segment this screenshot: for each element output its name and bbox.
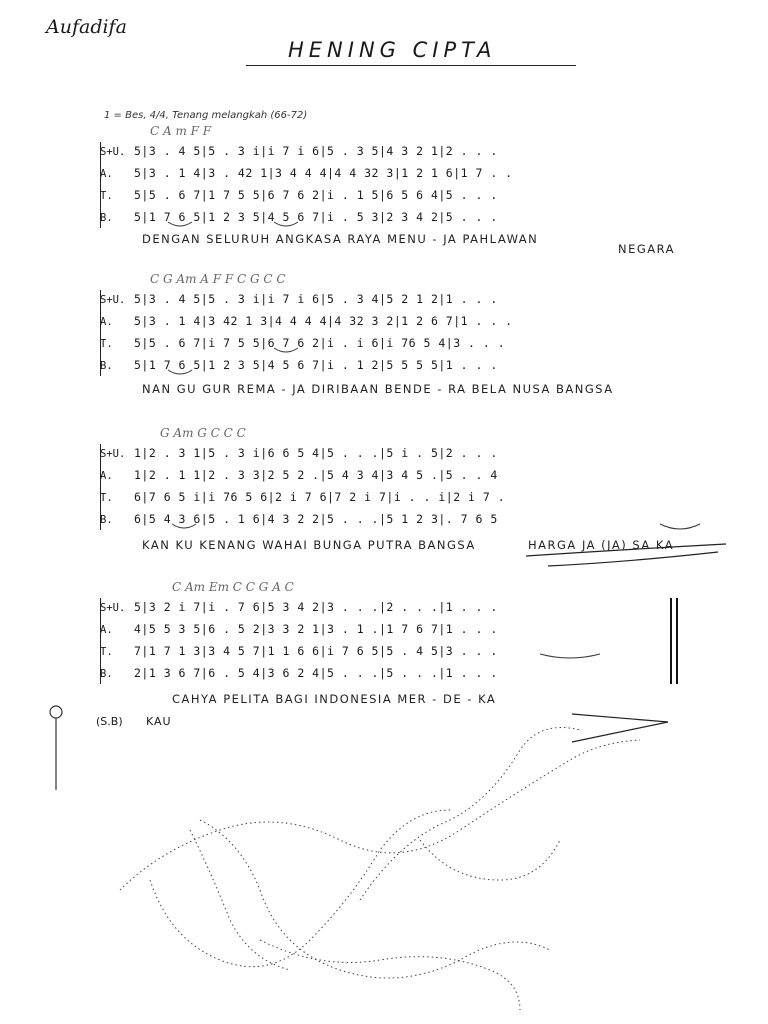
voice-label: S+U. [100,146,126,158]
notation: 7|1 7 1 3|3 4 5 7|1 1 6 6|i 7 6 5|5 . 4 5|3 . . . [134,644,498,658]
slur-mark [540,654,600,658]
voice-label: A. [100,470,113,482]
author-signature: Aufadifa [46,16,127,38]
chord-symbols: C G Am A F F C G C C [150,272,286,286]
circle-mark [50,706,62,718]
voice-label: B. [100,212,113,224]
notation: 5|5 . 6 7|1 7 5 5|6 7 6 2|i . 1 5|6 5 6 4|5 . . . [134,188,498,202]
doodle-stroke [360,728,580,901]
slur-mark [660,524,700,529]
voice-label: T. [100,492,113,504]
voice-label: B. [100,514,113,526]
slur-mark [168,370,192,374]
notation: 2|1 3 6 7|6 . 5 4|3 6 2 4|5 . . .|5 . . .|1 . . . [134,666,498,680]
voice-label: A. [100,316,113,328]
lyric-line: KAN KU KENANG WAHAI BUNGA PUTRA BANGSA [142,538,476,552]
slur-mark [274,222,298,226]
doodle-stroke [420,840,560,880]
chord-symbols: C Am Em C C G A C [172,580,294,594]
slur-mark [274,348,298,352]
notation: 5|3 2 i 7|i . 7 6|5 3 4 2|3 . . .|2 . . .|1 . . . [134,600,498,614]
notation: 5|3 . 1 4|3 42 1 3|4 4 4 4|4 32 3 2|1 2 6 7|1 . . . [134,314,513,328]
lyric-continuation: NEGARA [618,242,676,256]
lyric-underline [548,552,718,566]
song-title: HENING CIPTA [288,38,497,62]
voice-label: T. [100,646,113,658]
lyric-line: CAHYA PELITA BAGI INDONESIA MER - DE - KA [172,692,497,706]
notation: 5|3 . 4 5|5 . 3 i|i 7 i 6|5 . 3 4|5 2 1 2|1 . . . [134,292,498,306]
slur-mark [172,524,196,528]
notation: 6|7 6 5 i|i 76 5 6|2 i 7 6|7 2 i 7|i . . i|2 i 7 . [134,490,506,504]
doodle-stroke [200,820,550,978]
voice-label: A. [100,168,113,180]
voice-label: S+U. [100,602,126,614]
slur-mark [168,222,192,226]
voice-label: B. [100,360,113,372]
notation: 1|2 . 3 1|5 . 3 i|6 6 5 4|5 . . .|5 i . 5|2 . . . [134,446,498,460]
chord-symbols: G Am G C C C [160,426,246,440]
notation: 6|5 4 3 6|5 . 1 6|4 3 2 2|5 . . .|5 1 2 3|. 7 6 5 [134,512,498,526]
lyric-continuation: HARGA JA (JA) SA KA [528,538,675,552]
voice-label: T. [100,338,113,350]
ending-label: (S.B) [96,715,123,728]
notation: 5|5 . 6 7|i 7 5 5|6 7 6 2|i . i 6|i 76 5 4|3 . . . [134,336,506,350]
lyric-line: DENGAN SELURUH ANGKASA RAYA MENU - JA PAHLAWAN [142,232,539,246]
notation: 4|5 5 3 5|6 . 5 2|3 3 2 1|3 . 1 .|1 7 6 7|1 . . . [134,622,498,636]
arrow-mark [572,714,668,742]
doodle-stroke [260,940,520,1010]
notation: 5|3 . 1 4|3 . 42 1|3 4 4 4|4 4 32 3|1 2 1 6|1 7 . . [134,166,513,180]
voice-label: T. [100,190,113,202]
ending-word: KAU [146,715,172,728]
voice-label: S+U. [100,448,126,460]
voice-label: A. [100,624,113,636]
doodle-stroke [190,830,290,970]
key-tempo-marking: 1 = Bes, 4/4, Tenang melangkah (66-72) [104,110,308,121]
notation: 5|1 7 6 5|1 2 3 5|4 5 6 7|i . 5 3|2 3 4 2|5 . . . [134,210,498,224]
doodle-stroke [150,810,450,967]
notation: 5|1 7 6 5|1 2 3 5|4 5 6 7|i . 1 2|5 5 5 5|1 . . . [134,358,498,372]
voice-label: S+U. [100,294,126,306]
doodle-stroke [120,740,640,890]
notation: 5|3 . 4 5|5 . 3 i|i 7 i 6|5 . 3 5|4 3 2 1|2 . . . [134,144,498,158]
lyric-line: NAN GU GUR REMA - JA DIRIBAAN BENDE - RA BELA NUSA BANGSA [142,382,614,396]
notation: 1|2 . 1 1|2 . 3 3|2 5 2 .|5 4 3 4|3 4 5 .|5 . . 4 [134,468,498,482]
voice-label: B. [100,668,113,680]
chord-symbols: C A m F F [150,124,212,138]
